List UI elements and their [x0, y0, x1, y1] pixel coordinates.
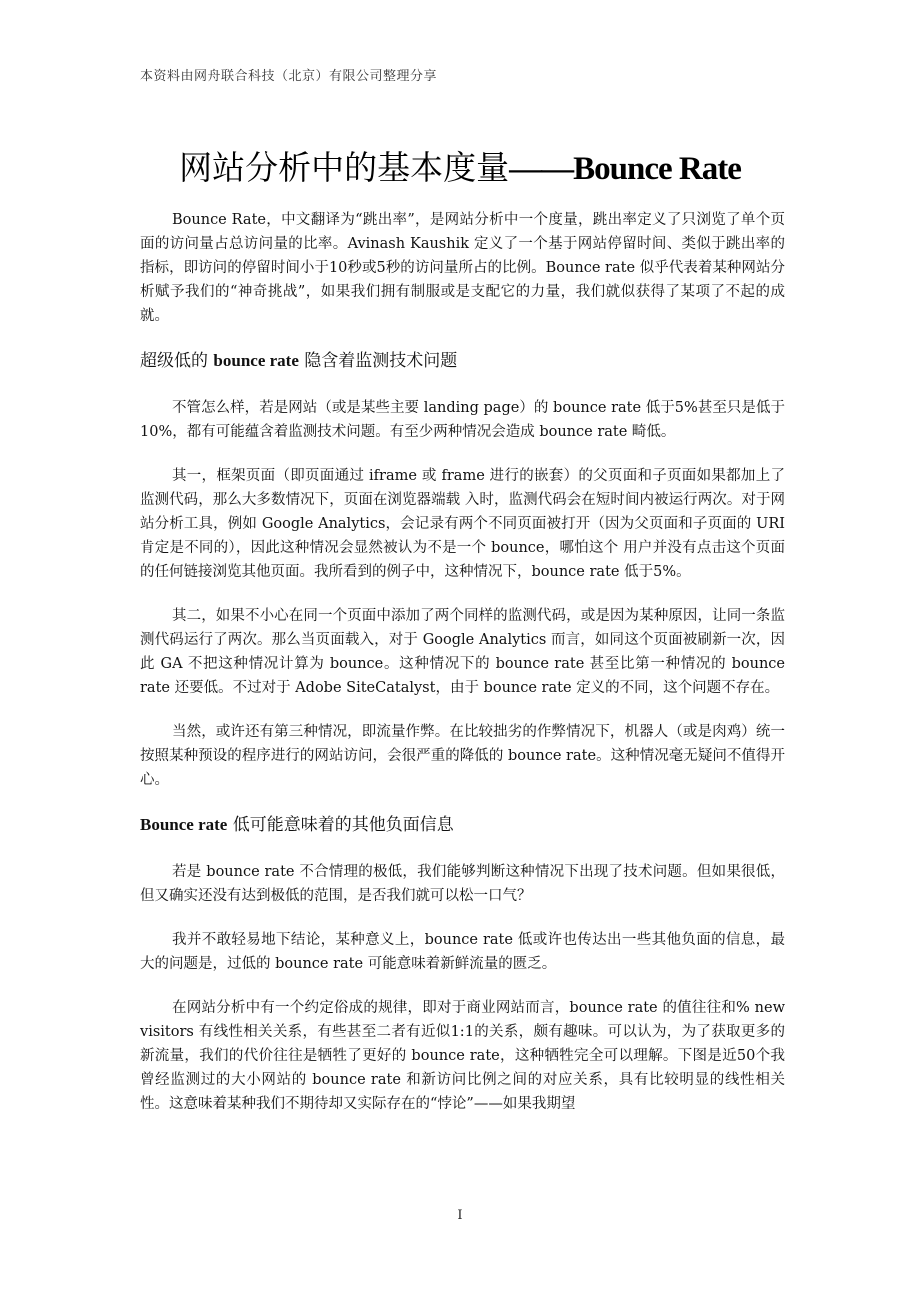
page-number: I [457, 1208, 463, 1223]
paragraph-very-low: 若是 bounce rate 不合情理的极低，我们能够判断这种情况下出现了技术问题。但如果很低，但又确实还没有达到极低的范围，是否我们就可以松一口气？ [140, 864, 785, 904]
title-english: Bounce Rate [573, 151, 741, 187]
section-heading-bold: Bounce rate [140, 815, 228, 834]
paragraph-case-one: 其一，框架页面（即页面通过 iframe 或 frame 进行的嵌套）的父页面和子页面如果都加上了监测代码，那么大多数情况下，页面在浏览器端载 入时，监测代码会在短时间内被运行两次。对于网站分析工具，例如 Google Analytics，会记录有两个不同页面被打开（因为父页面和子页面的 URI 肯定是不同的），因此这种情况会显然被认为不是一个 bounce，哪怕这个 用户并没有点击这个页面的任何链接浏览其他页面。我所看到的例子中，这种情况下，bounce rate 低于5%。 [140, 468, 785, 580]
section-heading-prefix: 超级低的 [140, 351, 214, 371]
section-heading-suffix: 低可能意味着的其他负面信息 [227, 815, 454, 835]
section-heading-bold: bounce rate [213, 351, 299, 370]
paragraph-new-visitors: 在网站分析中有一个约定俗成的规律，即对于商业网站而言，bounce rate 的值往往和% new visitors 有线性相关关系，有些甚至二者有近似1:1的关系，颇有趣味。可以认为，为了获取更多的新流量，我们的代价往往是牺牲了更好的 bounce rate，这种牺牲完全可以理解。下图是近50个我曾经监测过的大小网站的 bounce rate 和新访问比例之间的对应关系，具有比较明显的线性相关性。这意味着某种我们不期待却又实际存在的“悖论”——如果我期望 [140, 1000, 785, 1112]
section-heading-low-bounce-rate [140, 348, 785, 374]
section-heading-suffix: 隐含着监测技术问题 [298, 351, 458, 371]
document-body [140, 208, 785, 1136]
page-title [0, 142, 920, 189]
paragraph-conclusion: 我并不敢轻易地下结论，某种意义上，bounce rate 低或许也传达出一些其他负面的信息，最大的问题是，过低的 bounce rate 可能意味着新鲜流量的匮乏。 [140, 932, 785, 972]
section-heading-negative-info [140, 812, 785, 838]
paragraph-intro: Bounce Rate，中文翻译为“跳出率”，是网站分析中一个度量，跳出率定义了只浏览了单个页面的访问量占总访问量的比率。Avinash Kaushik 定义了一个基于网站停留时间、类似于跳出率的指标，即访问的停留时间小于10秒或5秒的访问量所占的比例。Bounce rate 似乎代表着某种网站分析赋予我们的“神奇挑战”，如果我们拥有制服或是支配它的力量，我们就似获得了某项了不起的成就。 [140, 212, 785, 324]
paragraph-case-two: 其二，如果不小心在同一个页面中添加了两个同样的监测代码，或是因为某种原因，让同一条监测代码运行了两次。那么当页面载入，对于 Google Analytics 而言，如同这个页面被刷新一次，因此 GA 不把这种情况计算为 bounce。这种情况下的 bounce rate 甚至比第一种情况的 bounce rate 还要低。不过对于 Adobe SiteCatalyst，由于 bounce rate 定义的不同，这个问题不存在。 [140, 608, 785, 696]
title-chinese: 网站分析中的基本度量 [179, 148, 510, 187]
paragraph-case-three: 当然，或许还有第三种情况，即流量作弊。在比较拙劣的作弊情况下，机器人（或是肉鸡）统一按照某种预设的程序进行的网站访问，会很严重的降低的 bounce rate。这种情况毫无疑问不值得开心。 [140, 724, 785, 788]
paragraph-low-rate: 不管怎么样，若是网站（或是某些主要 landing page）的 bounce rate 低于5%甚至只是低于10%，都有可能蕴含着监测技术问题。有至少两种情况会造成 bounce rate 畸低。 [140, 400, 785, 440]
page-header: 本资料由网舟联合科技（北京）有限公司整理分享 [140, 69, 438, 84]
title-dash: —— [509, 151, 574, 187]
